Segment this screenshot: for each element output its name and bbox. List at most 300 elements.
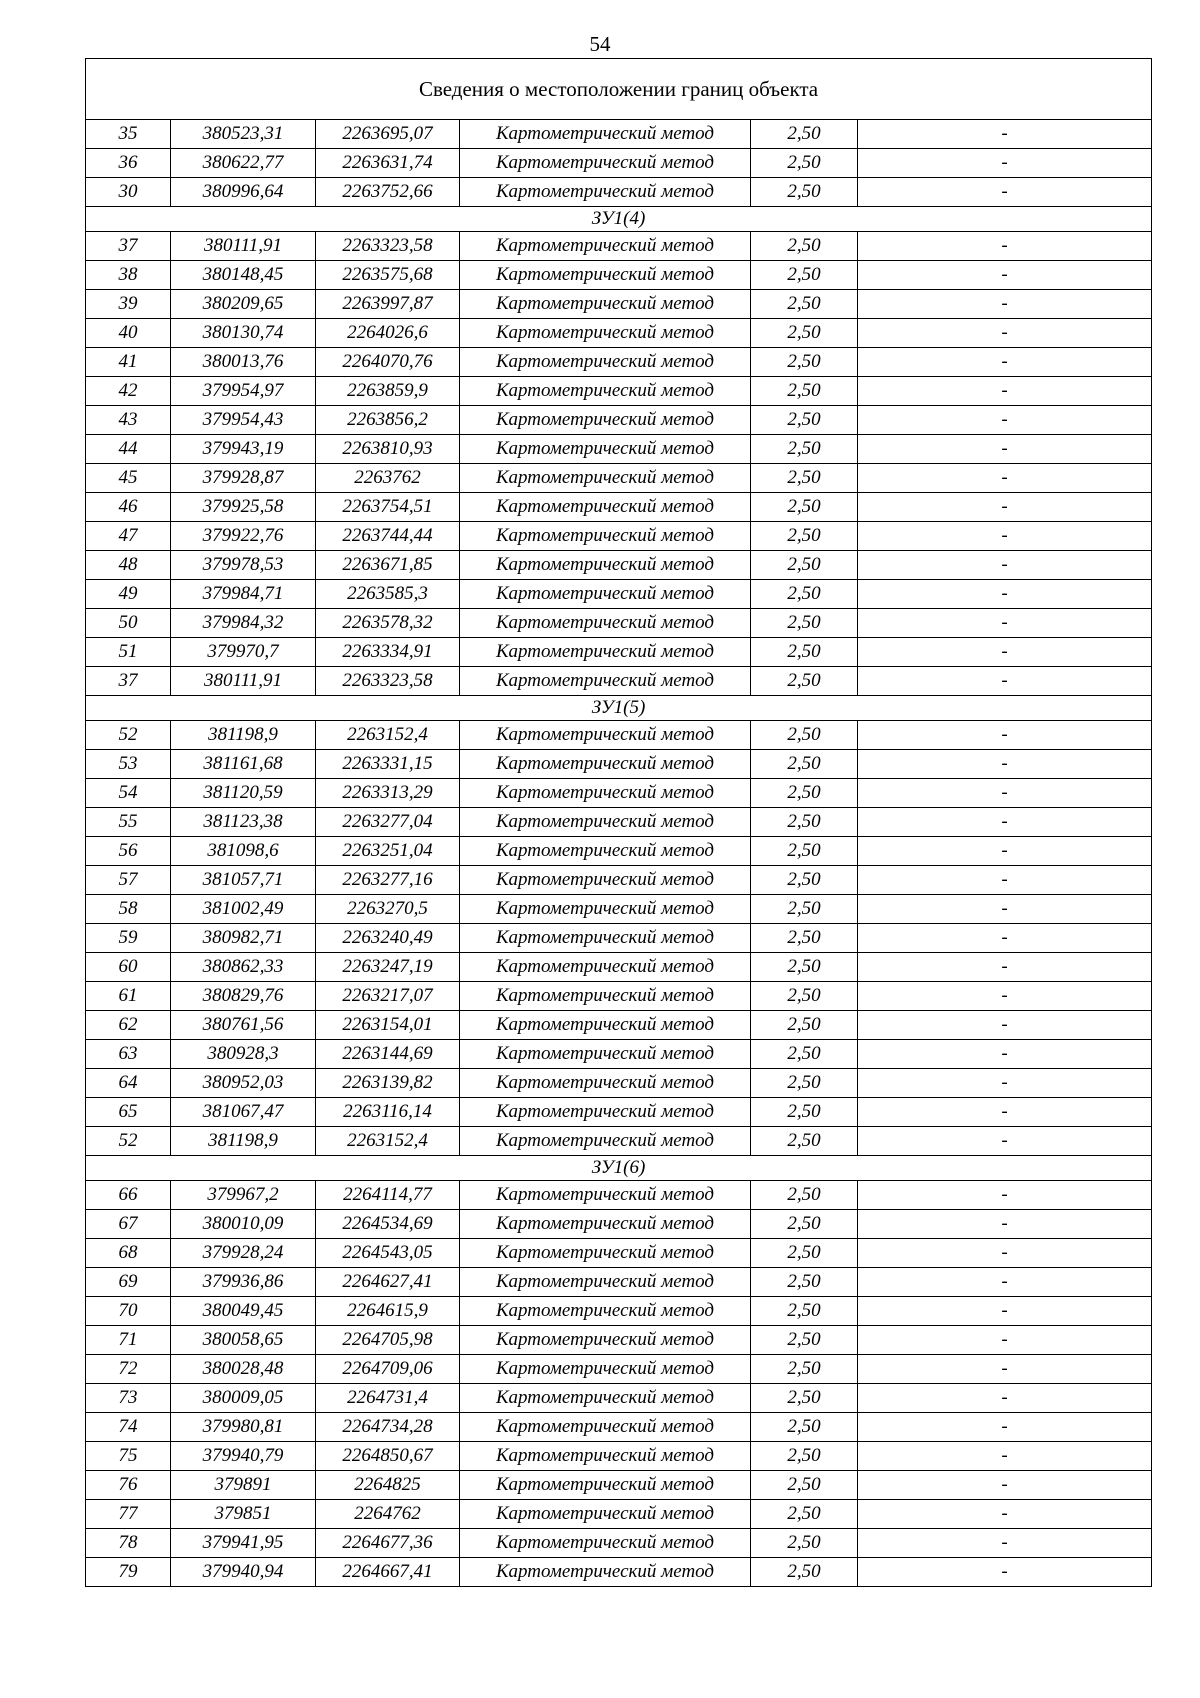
x-coordinate-cell: 379925,58 xyxy=(171,493,316,522)
y-coordinate-cell: 2264734,28 xyxy=(316,1413,460,1442)
point-number-cell: 52 xyxy=(86,1127,171,1156)
point-number-cell: 39 xyxy=(86,290,171,319)
point-number-cell: 66 xyxy=(86,1181,171,1210)
accuracy-cell: 2,50 xyxy=(751,406,858,435)
point-number-cell: 77 xyxy=(86,1500,171,1529)
x-coordinate-cell: 381123,38 xyxy=(171,808,316,837)
y-coordinate-cell: 2264850,67 xyxy=(316,1442,460,1471)
description-cell: - xyxy=(858,290,1152,319)
y-coordinate-cell: 2264615,9 xyxy=(316,1297,460,1326)
x-coordinate-cell: 381120,59 xyxy=(171,779,316,808)
method-cell: Картометрический метод xyxy=(460,261,751,290)
y-coordinate-cell: 2264114,77 xyxy=(316,1181,460,1210)
y-coordinate-cell: 2264026,6 xyxy=(316,319,460,348)
table-row xyxy=(86,1355,1152,1384)
method-cell: Картометрический метод xyxy=(460,1098,751,1127)
description-cell: - xyxy=(858,178,1152,207)
accuracy-cell: 2,50 xyxy=(751,1529,858,1558)
point-number-cell: 68 xyxy=(86,1239,171,1268)
accuracy-cell: 2,50 xyxy=(751,750,858,779)
table-row xyxy=(86,377,1152,406)
x-coordinate-cell: 380622,77 xyxy=(171,149,316,178)
description-cell: - xyxy=(858,1127,1152,1156)
point-number-cell: 38 xyxy=(86,261,171,290)
x-coordinate-cell: 379928,87 xyxy=(171,464,316,493)
table-row xyxy=(86,1413,1152,1442)
method-cell: Картометрический метод xyxy=(460,721,751,750)
x-coordinate-cell: 380028,48 xyxy=(171,1355,316,1384)
description-cell: - xyxy=(858,149,1152,178)
accuracy-cell: 2,50 xyxy=(751,667,858,696)
y-coordinate-cell: 2263154,01 xyxy=(316,1011,460,1040)
y-coordinate-cell: 2263671,85 xyxy=(316,551,460,580)
point-number-cell: 79 xyxy=(86,1558,171,1587)
table-row xyxy=(86,232,1152,261)
y-coordinate-cell: 2263139,82 xyxy=(316,1069,460,1098)
x-coordinate-cell: 379851 xyxy=(171,1500,316,1529)
y-coordinate-cell: 2264825 xyxy=(316,1471,460,1500)
accuracy-cell: 2,50 xyxy=(751,551,858,580)
description-cell: - xyxy=(858,435,1152,464)
y-coordinate-cell: 2264070,76 xyxy=(316,348,460,377)
method-cell: Картометрический метод xyxy=(460,982,751,1011)
method-cell: Картометрический метод xyxy=(460,493,751,522)
method-cell: Картометрический метод xyxy=(460,866,751,895)
accuracy-cell: 2,50 xyxy=(751,1558,858,1587)
accuracy-cell: 2,50 xyxy=(751,1098,858,1127)
coordinates-table xyxy=(85,58,1152,1587)
y-coordinate-cell: 2264709,06 xyxy=(316,1355,460,1384)
table-row xyxy=(86,721,1152,750)
description-cell: - xyxy=(858,1558,1152,1587)
section-title-row xyxy=(86,1156,1152,1181)
x-coordinate-cell: 380111,91 xyxy=(171,232,316,261)
method-cell: Картометрический метод xyxy=(460,1442,751,1471)
y-coordinate-cell: 2263247,19 xyxy=(316,953,460,982)
method-cell: Картометрический метод xyxy=(460,290,751,319)
method-cell: Картометрический метод xyxy=(460,1413,751,1442)
point-number-cell: 36 xyxy=(86,149,171,178)
point-number-cell: 48 xyxy=(86,551,171,580)
accuracy-cell: 2,50 xyxy=(751,1326,858,1355)
method-cell: Картометрический метод xyxy=(460,1355,751,1384)
x-coordinate-cell: 381198,9 xyxy=(171,1127,316,1156)
y-coordinate-cell: 2263217,07 xyxy=(316,982,460,1011)
accuracy-cell: 2,50 xyxy=(751,1011,858,1040)
table-row xyxy=(86,1529,1152,1558)
description-cell: - xyxy=(858,609,1152,638)
y-coordinate-cell: 2263277,04 xyxy=(316,808,460,837)
x-coordinate-cell: 379943,19 xyxy=(171,435,316,464)
y-coordinate-cell: 2263859,9 xyxy=(316,377,460,406)
description-cell: - xyxy=(858,953,1152,982)
table-row xyxy=(86,406,1152,435)
point-number-cell: 44 xyxy=(86,435,171,464)
table-row xyxy=(86,982,1152,1011)
x-coordinate-cell: 379940,94 xyxy=(171,1558,316,1587)
x-coordinate-cell: 379954,97 xyxy=(171,377,316,406)
accuracy-cell: 2,50 xyxy=(751,261,858,290)
point-number-cell: 71 xyxy=(86,1326,171,1355)
description-cell: - xyxy=(858,1500,1152,1529)
accuracy-cell: 2,50 xyxy=(751,1181,858,1210)
accuracy-cell: 2,50 xyxy=(751,895,858,924)
y-coordinate-cell: 2263695,07 xyxy=(316,120,460,149)
x-coordinate-cell: 381161,68 xyxy=(171,750,316,779)
y-coordinate-cell: 2263323,58 xyxy=(316,232,460,261)
y-coordinate-cell: 2264762 xyxy=(316,1500,460,1529)
section-title: ЗУ1(4) xyxy=(86,207,1152,232)
y-coordinate-cell: 2263631,74 xyxy=(316,149,460,178)
description-cell: - xyxy=(858,1181,1152,1210)
method-cell: Картометрический метод xyxy=(460,667,751,696)
method-cell: Картометрический метод xyxy=(460,149,751,178)
table-row xyxy=(86,1558,1152,1587)
accuracy-cell: 2,50 xyxy=(751,1040,858,1069)
table-row xyxy=(86,1069,1152,1098)
point-number-cell: 67 xyxy=(86,1210,171,1239)
description-cell: - xyxy=(858,1239,1152,1268)
y-coordinate-cell: 2263152,4 xyxy=(316,721,460,750)
x-coordinate-cell: 379984,32 xyxy=(171,609,316,638)
table-row xyxy=(86,1011,1152,1040)
point-number-cell: 41 xyxy=(86,348,171,377)
description-cell: - xyxy=(858,779,1152,808)
method-cell: Картометрический метод xyxy=(460,1127,751,1156)
point-number-cell: 47 xyxy=(86,522,171,551)
description-cell: - xyxy=(858,982,1152,1011)
table-row xyxy=(86,1098,1152,1127)
y-coordinate-cell: 2263144,69 xyxy=(316,1040,460,1069)
accuracy-cell: 2,50 xyxy=(751,149,858,178)
x-coordinate-cell: 380829,76 xyxy=(171,982,316,1011)
method-cell: Картометрический метод xyxy=(460,1326,751,1355)
method-cell: Картометрический метод xyxy=(460,1384,751,1413)
section-title: ЗУ1(6) xyxy=(86,1156,1152,1181)
description-cell: - xyxy=(858,232,1152,261)
y-coordinate-cell: 2264543,05 xyxy=(316,1239,460,1268)
table-row xyxy=(86,1181,1152,1210)
y-coordinate-cell: 2263251,04 xyxy=(316,837,460,866)
x-coordinate-cell: 380009,05 xyxy=(171,1384,316,1413)
description-cell: - xyxy=(858,348,1152,377)
y-coordinate-cell: 2263997,87 xyxy=(316,290,460,319)
description-cell: - xyxy=(858,1413,1152,1442)
table-row xyxy=(86,837,1152,866)
method-cell: Картометрический метод xyxy=(460,1011,751,1040)
method-cell: Картометрический метод xyxy=(460,435,751,464)
accuracy-cell: 2,50 xyxy=(751,464,858,493)
point-number-cell: 61 xyxy=(86,982,171,1011)
accuracy-cell: 2,50 xyxy=(751,1268,858,1297)
table-row xyxy=(86,319,1152,348)
point-number-cell: 56 xyxy=(86,837,171,866)
table-row xyxy=(86,895,1152,924)
method-cell: Картометрический метод xyxy=(460,178,751,207)
method-cell: Картометрический метод xyxy=(460,1268,751,1297)
accuracy-cell: 2,50 xyxy=(751,1413,858,1442)
table-row xyxy=(86,1239,1152,1268)
y-coordinate-cell: 2264534,69 xyxy=(316,1210,460,1239)
point-number-cell: 60 xyxy=(86,953,171,982)
point-number-cell: 40 xyxy=(86,319,171,348)
point-number-cell: 78 xyxy=(86,1529,171,1558)
accuracy-cell: 2,50 xyxy=(751,1297,858,1326)
accuracy-cell: 2,50 xyxy=(751,522,858,551)
table-row xyxy=(86,638,1152,667)
table-row xyxy=(86,149,1152,178)
description-cell: - xyxy=(858,580,1152,609)
point-number-cell: 64 xyxy=(86,1069,171,1098)
method-cell: Картометрический метод xyxy=(460,1500,751,1529)
method-cell: Картометрический метод xyxy=(460,895,751,924)
accuracy-cell: 2,50 xyxy=(751,924,858,953)
y-coordinate-cell: 2263752,66 xyxy=(316,178,460,207)
x-coordinate-cell: 379967,2 xyxy=(171,1181,316,1210)
y-coordinate-cell: 2263270,5 xyxy=(316,895,460,924)
point-number-cell: 43 xyxy=(86,406,171,435)
x-coordinate-cell: 381067,47 xyxy=(171,1098,316,1127)
accuracy-cell: 2,50 xyxy=(751,1471,858,1500)
accuracy-cell: 2,50 xyxy=(751,1210,858,1239)
accuracy-cell: 2,50 xyxy=(751,435,858,464)
description-cell: - xyxy=(858,522,1152,551)
accuracy-cell: 2,50 xyxy=(751,1355,858,1384)
method-cell: Картометрический метод xyxy=(460,1040,751,1069)
y-coordinate-cell: 2263313,29 xyxy=(316,779,460,808)
accuracy-cell: 2,50 xyxy=(751,493,858,522)
table-row xyxy=(86,1326,1152,1355)
y-coordinate-cell: 2263585,3 xyxy=(316,580,460,609)
accuracy-cell: 2,50 xyxy=(751,866,858,895)
point-number-cell: 65 xyxy=(86,1098,171,1127)
point-number-cell: 73 xyxy=(86,1384,171,1413)
accuracy-cell: 2,50 xyxy=(751,580,858,609)
method-cell: Картометрический метод xyxy=(460,638,751,667)
table-row xyxy=(86,290,1152,319)
accuracy-cell: 2,50 xyxy=(751,779,858,808)
x-coordinate-cell: 379954,43 xyxy=(171,406,316,435)
accuracy-cell: 2,50 xyxy=(751,178,858,207)
accuracy-cell: 2,50 xyxy=(751,638,858,667)
point-number-cell: 52 xyxy=(86,721,171,750)
accuracy-cell: 2,50 xyxy=(751,721,858,750)
x-coordinate-cell: 379922,76 xyxy=(171,522,316,551)
y-coordinate-cell: 2263810,93 xyxy=(316,435,460,464)
accuracy-cell: 2,50 xyxy=(751,1239,858,1268)
point-number-cell: 75 xyxy=(86,1442,171,1471)
x-coordinate-cell: 380058,65 xyxy=(171,1326,316,1355)
x-coordinate-cell: 380111,91 xyxy=(171,667,316,696)
description-cell: - xyxy=(858,924,1152,953)
x-coordinate-cell: 381002,49 xyxy=(171,895,316,924)
y-coordinate-cell: 2263744,44 xyxy=(316,522,460,551)
point-number-cell: 35 xyxy=(86,120,171,149)
table-header: Сведения о местоположении границ объекта xyxy=(86,59,1152,120)
point-number-cell: 53 xyxy=(86,750,171,779)
x-coordinate-cell: 379891 xyxy=(171,1471,316,1500)
point-number-cell: 50 xyxy=(86,609,171,638)
x-coordinate-cell: 380130,74 xyxy=(171,319,316,348)
point-number-cell: 42 xyxy=(86,377,171,406)
method-cell: Картометрический метод xyxy=(460,551,751,580)
description-cell: - xyxy=(858,1011,1152,1040)
point-number-cell: 70 xyxy=(86,1297,171,1326)
x-coordinate-cell: 379936,86 xyxy=(171,1268,316,1297)
method-cell: Картометрический метод xyxy=(460,1239,751,1268)
point-number-cell: 30 xyxy=(86,178,171,207)
table-row xyxy=(86,750,1152,779)
table-header-row xyxy=(86,59,1152,120)
x-coordinate-cell: 380148,45 xyxy=(171,261,316,290)
table-row xyxy=(86,1442,1152,1471)
accuracy-cell: 2,50 xyxy=(751,348,858,377)
point-number-cell: 55 xyxy=(86,808,171,837)
accuracy-cell: 2,50 xyxy=(751,1384,858,1413)
y-coordinate-cell: 2264667,41 xyxy=(316,1558,460,1587)
x-coordinate-cell: 380996,64 xyxy=(171,178,316,207)
description-cell: - xyxy=(858,1098,1152,1127)
x-coordinate-cell: 379984,71 xyxy=(171,580,316,609)
x-coordinate-cell: 380761,56 xyxy=(171,1011,316,1040)
x-coordinate-cell: 380862,33 xyxy=(171,953,316,982)
method-cell: Картометрический метод xyxy=(460,464,751,493)
method-cell: Картометрический метод xyxy=(460,1297,751,1326)
y-coordinate-cell: 2264677,36 xyxy=(316,1529,460,1558)
point-number-cell: 63 xyxy=(86,1040,171,1069)
description-cell: - xyxy=(858,1069,1152,1098)
description-cell: - xyxy=(858,750,1152,779)
table-row xyxy=(86,551,1152,580)
table-row xyxy=(86,808,1152,837)
method-cell: Картометрический метод xyxy=(460,1210,751,1239)
table-row xyxy=(86,1384,1152,1413)
description-cell: - xyxy=(858,261,1152,290)
description-cell: - xyxy=(858,1471,1152,1500)
description-cell: - xyxy=(858,1442,1152,1471)
description-cell: - xyxy=(858,1384,1152,1413)
y-coordinate-cell: 2264627,41 xyxy=(316,1268,460,1297)
x-coordinate-cell: 380010,09 xyxy=(171,1210,316,1239)
accuracy-cell: 2,50 xyxy=(751,1127,858,1156)
description-cell: - xyxy=(858,721,1152,750)
description-cell: - xyxy=(858,406,1152,435)
accuracy-cell: 2,50 xyxy=(751,808,858,837)
description-cell: - xyxy=(858,493,1152,522)
y-coordinate-cell: 2263754,51 xyxy=(316,493,460,522)
point-number-cell: 58 xyxy=(86,895,171,924)
method-cell: Картометрический метод xyxy=(460,580,751,609)
point-number-cell: 46 xyxy=(86,493,171,522)
section-title-row xyxy=(86,696,1152,721)
point-number-cell: 69 xyxy=(86,1268,171,1297)
x-coordinate-cell: 379978,53 xyxy=(171,551,316,580)
description-cell: - xyxy=(858,1268,1152,1297)
x-coordinate-cell: 381098,6 xyxy=(171,837,316,866)
description-cell: - xyxy=(858,1210,1152,1239)
method-cell: Картометрический метод xyxy=(460,750,751,779)
x-coordinate-cell: 379970,7 xyxy=(171,638,316,667)
accuracy-cell: 2,50 xyxy=(751,319,858,348)
table-row xyxy=(86,779,1152,808)
accuracy-cell: 2,50 xyxy=(751,953,858,982)
method-cell: Картометрический метод xyxy=(460,348,751,377)
method-cell: Картометрический метод xyxy=(460,609,751,638)
table-row xyxy=(86,1471,1152,1500)
method-cell: Картометрический метод xyxy=(460,1558,751,1587)
point-number-cell: 76 xyxy=(86,1471,171,1500)
table-row xyxy=(86,120,1152,149)
x-coordinate-cell: 380928,3 xyxy=(171,1040,316,1069)
table-row xyxy=(86,178,1152,207)
y-coordinate-cell: 2263116,14 xyxy=(316,1098,460,1127)
method-cell: Картометрический метод xyxy=(460,522,751,551)
accuracy-cell: 2,50 xyxy=(751,982,858,1011)
table-row xyxy=(86,866,1152,895)
table-row xyxy=(86,953,1152,982)
y-coordinate-cell: 2263331,15 xyxy=(316,750,460,779)
description-cell: - xyxy=(858,1326,1152,1355)
point-number-cell: 59 xyxy=(86,924,171,953)
y-coordinate-cell: 2263323,58 xyxy=(316,667,460,696)
y-coordinate-cell: 2263240,49 xyxy=(316,924,460,953)
method-cell: Картометрический метод xyxy=(460,1069,751,1098)
table-row xyxy=(86,493,1152,522)
method-cell: Картометрический метод xyxy=(460,406,751,435)
method-cell: Картометрический метод xyxy=(460,837,751,866)
description-cell: - xyxy=(858,1297,1152,1326)
description-cell: - xyxy=(858,667,1152,696)
x-coordinate-cell: 380952,03 xyxy=(171,1069,316,1098)
y-coordinate-cell: 2263762 xyxy=(316,464,460,493)
x-coordinate-cell: 381057,71 xyxy=(171,866,316,895)
description-cell: - xyxy=(858,551,1152,580)
x-coordinate-cell: 380049,45 xyxy=(171,1297,316,1326)
method-cell: Картометрический метод xyxy=(460,1471,751,1500)
method-cell: Картометрический метод xyxy=(460,924,751,953)
table-row xyxy=(86,464,1152,493)
y-coordinate-cell: 2263152,4 xyxy=(316,1127,460,1156)
description-cell: - xyxy=(858,895,1152,924)
method-cell: Картометрический метод xyxy=(460,120,751,149)
y-coordinate-cell: 2263575,68 xyxy=(316,261,460,290)
description-cell: - xyxy=(858,319,1152,348)
x-coordinate-cell: 379980,81 xyxy=(171,1413,316,1442)
table-row xyxy=(86,924,1152,953)
x-coordinate-cell: 379928,24 xyxy=(171,1239,316,1268)
point-number-cell: 62 xyxy=(86,1011,171,1040)
page-number: 54 xyxy=(589,32,611,56)
table-row xyxy=(86,1268,1152,1297)
point-number-cell: 72 xyxy=(86,1355,171,1384)
description-cell: - xyxy=(858,808,1152,837)
x-coordinate-cell: 380013,76 xyxy=(171,348,316,377)
point-number-cell: 45 xyxy=(86,464,171,493)
description-cell: - xyxy=(858,866,1152,895)
table-row xyxy=(86,348,1152,377)
table-row xyxy=(86,580,1152,609)
accuracy-cell: 2,50 xyxy=(751,1069,858,1098)
point-number-cell: 57 xyxy=(86,866,171,895)
table-row xyxy=(86,1210,1152,1239)
table-body xyxy=(86,59,1152,1587)
x-coordinate-cell: 380523,31 xyxy=(171,120,316,149)
table-row xyxy=(86,1040,1152,1069)
x-coordinate-cell: 380209,65 xyxy=(171,290,316,319)
accuracy-cell: 2,50 xyxy=(751,232,858,261)
accuracy-cell: 2,50 xyxy=(751,609,858,638)
x-coordinate-cell: 379941,95 xyxy=(171,1529,316,1558)
